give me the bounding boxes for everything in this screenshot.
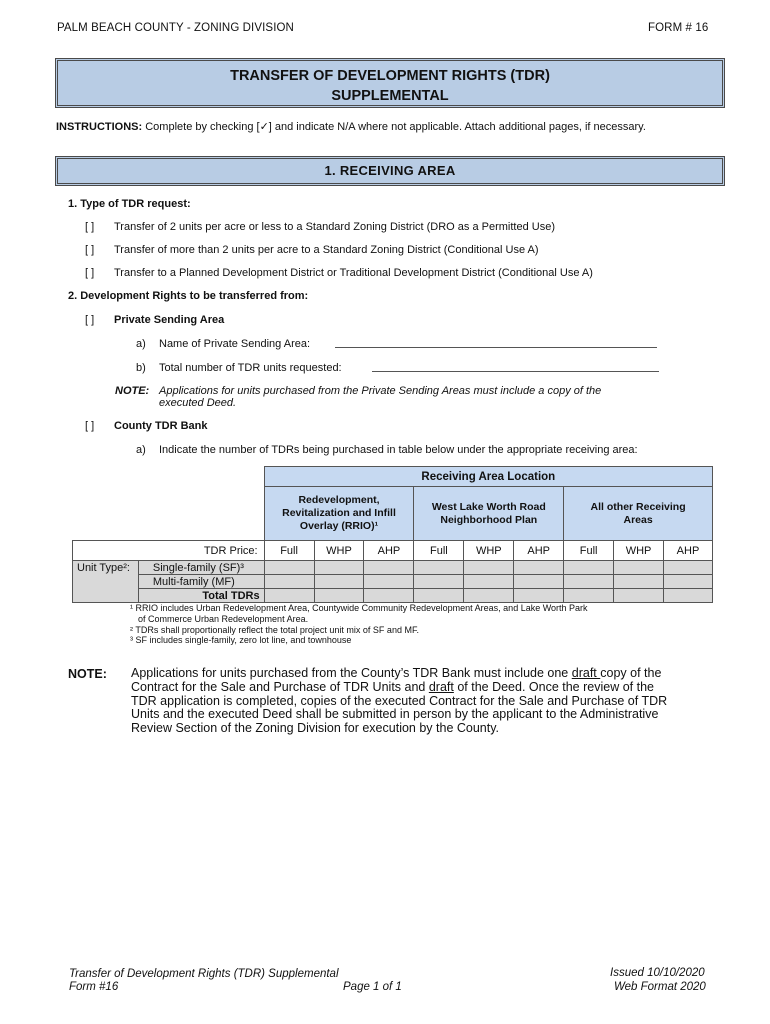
table-cell[interactable] xyxy=(314,575,364,589)
table-cell[interactable] xyxy=(663,561,712,575)
price-col-ahp: AHP xyxy=(364,541,414,561)
units-requested-field[interactable] xyxy=(372,362,659,372)
table-cell[interactable] xyxy=(614,589,664,603)
table-cell[interactable] xyxy=(464,561,514,575)
price-col-full: Full xyxy=(564,541,614,561)
table-cell[interactable] xyxy=(314,561,364,575)
row-multi-family: Multi-family (MF) xyxy=(138,575,264,589)
table-cell[interactable] xyxy=(514,589,564,603)
option-2-label: Transfer of more than 2 units per acre to a Standard Zoning District (Conditional Use A) xyxy=(114,244,539,256)
table-cell[interactable] xyxy=(663,575,712,589)
tdr-price-label: TDR Price: xyxy=(73,541,265,561)
units-requested-label: Total number of TDR units requested: xyxy=(159,362,342,374)
footnote-3: ³ SF includes single-family, zero lot line, and townhouse xyxy=(130,635,352,645)
footer-page-number: Page 1 of 1 xyxy=(343,981,402,993)
price-col-whp: WHP xyxy=(464,541,514,561)
bottom-note-t3: TDR application is completed, copies of the executed Contract for the Sale and Purchase of TDR xyxy=(131,693,668,708)
instructions-text: Complete by checking [✓] and indicate N/A where not applicable. Attach additional pages, if necessary. xyxy=(145,121,646,133)
tdr-table xyxy=(72,466,713,603)
receiving-area-header: Receiving Area Location xyxy=(264,467,712,487)
table-cell[interactable] xyxy=(414,561,464,575)
private-b-marker: b) xyxy=(136,362,146,374)
private-sending-label: Private Sending Area xyxy=(114,314,225,326)
table-cell[interactable] xyxy=(614,575,664,589)
footnote-1: ¹ RRIO includes Urban Redevelopment Area, Countywide Community Redevelopment Areas, and Lake Worth Park xyxy=(130,603,588,613)
footer-issued-date: Issued 10/10/2020 xyxy=(610,967,705,979)
unit-type-label: Unit Type²: xyxy=(73,561,139,603)
price-col-full: Full xyxy=(264,541,314,561)
county-instruction: Indicate the number of TDRs being purchased in table below under the appropriate receiving area: xyxy=(159,444,638,456)
footnote-1-cont: of Commerce Urban Redevelopment Area. xyxy=(138,614,309,624)
note-line-2: executed Deed. xyxy=(159,397,237,409)
footer-web-format: Web Format 2020 xyxy=(614,981,706,993)
checkbox-option-2[interactable]: [ ] xyxy=(85,244,95,256)
row-single-family: Single-family (SF)³ xyxy=(138,561,264,575)
header-division: PALM BEACH COUNTY - ZONING DIVISION xyxy=(57,22,294,34)
price-col-whp: WHP xyxy=(614,541,664,561)
table-cell[interactable] xyxy=(514,575,564,589)
table-cell[interactable] xyxy=(614,561,664,575)
footnote-2: ² TDRs shall proportionally reflect the total project unit mix of SF and MF. xyxy=(130,625,419,635)
table-cell[interactable] xyxy=(264,561,314,575)
table-cell[interactable] xyxy=(414,589,464,603)
bottom-note-t2a: Contract for the Sale and Purchase of TDR Units and xyxy=(131,679,429,694)
option-1-label: Transfer of 2 units per acre or less to a Standard Zoning District (DRO as a Permitted Use) xyxy=(114,221,555,233)
bottom-note-label: NOTE: xyxy=(68,667,107,681)
private-name-label: Name of Private Sending Area: xyxy=(159,338,311,350)
question-rights-from: 2. Development Rights to be transferred from: xyxy=(68,290,309,302)
table-cell[interactable] xyxy=(514,561,564,575)
checkbox-option-1[interactable]: [ ] xyxy=(85,221,95,233)
note-label: NOTE: xyxy=(115,385,150,397)
table-cell[interactable] xyxy=(564,561,614,575)
bottom-note-text xyxy=(131,667,721,736)
option-3-label: Transfer to a Planned Development District or Traditional Development District (Conditional Use A) xyxy=(114,267,593,279)
group-west-lake-worth: West Lake Worth Road Neighborhood Plan xyxy=(414,487,564,541)
bottom-note-t2b: of the Deed. Once the review of the xyxy=(453,679,654,694)
table-cell[interactable] xyxy=(264,589,314,603)
county-bank-label: County TDR Bank xyxy=(114,420,208,432)
table-cell[interactable] xyxy=(364,589,414,603)
table-cell[interactable] xyxy=(564,575,614,589)
table-cell[interactable] xyxy=(414,575,464,589)
private-a-marker: a) xyxy=(136,338,146,350)
group-rrio: Redevelopment, Revitalization and Infill Overlay (RRIO)¹ xyxy=(264,487,414,541)
instructions-label: INSTRUCTIONS: xyxy=(56,121,143,133)
bottom-note-t1b: copy of the xyxy=(600,666,662,680)
table-cell[interactable] xyxy=(564,589,614,603)
table-cell[interactable] xyxy=(364,561,414,575)
form-title: TRANSFER OF DEVELOPMENT RIGHTS (TDR) xyxy=(230,68,550,84)
row-total-tdrs: Total TDRs xyxy=(138,589,264,603)
question-type-of-request: 1. Type of TDR request: xyxy=(68,198,191,210)
instructions xyxy=(56,120,646,133)
form-subtitle: SUPPLEMENTAL xyxy=(331,88,449,104)
footer-form-title: Transfer of Development Rights (TDR) Supplemental xyxy=(69,968,339,980)
table-cell[interactable] xyxy=(314,589,364,603)
checkbox-private-sending[interactable]: [ ] xyxy=(85,314,95,326)
table-cell[interactable] xyxy=(464,575,514,589)
private-name-field[interactable] xyxy=(335,338,657,348)
county-a-marker: a) xyxy=(136,444,146,456)
section-receiving-area: 1. RECEIVING AREA xyxy=(55,156,725,186)
price-col-whp: WHP xyxy=(314,541,364,561)
bottom-note-draft-1: draft xyxy=(571,666,601,680)
price-col-full: Full xyxy=(414,541,464,561)
header-form-number: FORM # 16 xyxy=(648,22,709,34)
checkbox-option-3[interactable]: [ ] xyxy=(85,267,95,279)
table-cell[interactable] xyxy=(264,575,314,589)
table-cell[interactable] xyxy=(364,575,414,589)
checkbox-county-bank[interactable]: [ ] xyxy=(85,420,95,432)
note-line-1: Applications for units purchased from the Private Sending Areas must include a copy of the xyxy=(159,385,602,397)
group-all-other: All other Receiving Areas xyxy=(564,487,713,541)
table-cell[interactable] xyxy=(663,589,712,603)
price-col-ahp: AHP xyxy=(514,541,564,561)
bottom-note-t1: Applications for units purchased from the County’s TDR Bank must include one xyxy=(131,666,572,680)
price-col-ahp: AHP xyxy=(663,541,712,561)
table-cell[interactable] xyxy=(464,589,514,603)
bottom-note-t5: Review Section of the Zoning Division for execution by the County. xyxy=(131,721,500,736)
form-title-box xyxy=(55,58,725,108)
footer-form-number: Form #16 xyxy=(69,981,119,993)
bottom-note-draft-2: draft xyxy=(428,679,454,694)
bottom-note-t4: Units and the executed Deed shall be submitted in person by the applicant to the Administrative xyxy=(131,707,659,722)
